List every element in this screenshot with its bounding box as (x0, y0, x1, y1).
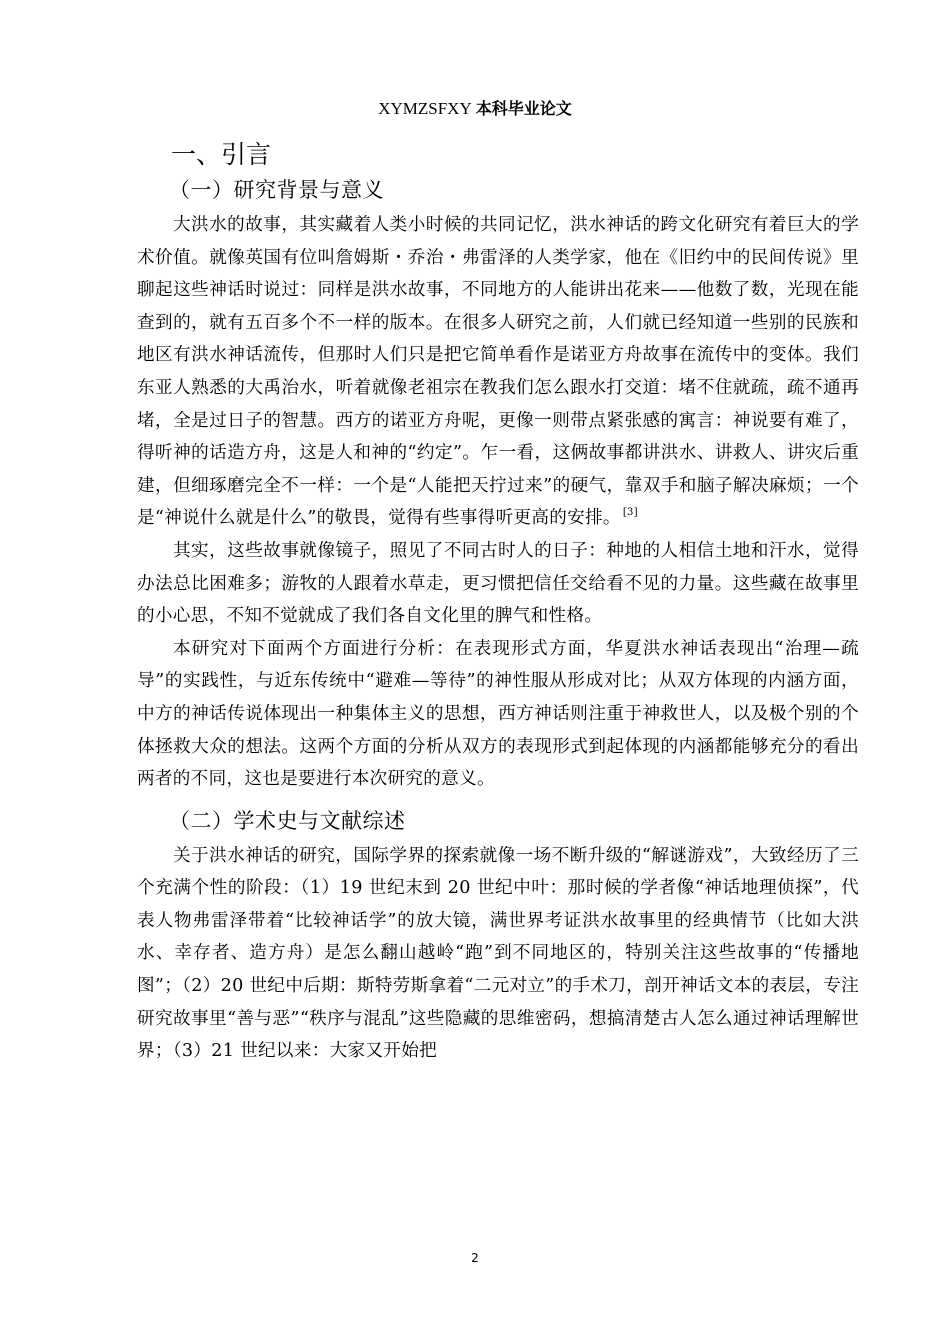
paragraph: 其实，这些故事就像镜子，照见了不同古时人的日子：种地的人相信土地和汗水，觉得办法总比困难多；游牧的人跟着水草走，更习惯把信任交给看不见的力量。这些藏在故事里的小心思，不知不觉就成了我们各自文化里的脾气和性格。 (137, 540, 859, 627)
paragraph-text: 大洪水的故事，其实藏着人类小时候的共同记忆，洪水神话的跨文化研究有着巨大的学术价值。就像英国有位叫詹姆斯・乔治・弗雷泽的人类学家，他在《旧约中的民间传说》里聊起这些神话时说过：同样是洪水故事，不同地方的人能讲出花来——他数了数，光现在能查到的，就有五百多个不一样的版本。在很多人研究之前，人们就已经知道一些别的民族和地区有洪水神话流传，但那时人们只是把它简单看作是诺亚方舟故事在流传中的变体。我们东亚人熟悉的大禹治水，听着就像老祖宗在教我们怎么跟水打交道：堵不住就疏，疏不通再堵，全是过日子的智慧。西方的诺亚方舟呢，更像一则带点紧张感的寓言：神说要有难了，得听神的话造方舟，这是人和神的“约定”。乍一看，这俩故事都讲洪水、讲救人、讲灾后重建，但细琢磨完全不一样：一个是“人能把天拧过来”的硬气，靠双手和脑子解决麻烦；一个是“神说什么就是什么”的敬畏，觉得有些事得听更高的安排。 (137, 215, 859, 529)
paragraph: 本研究对下面两个方面进行分析：在表现形式方面，华夏洪水神话表现出“治理—疏导”的实践性，与近东传统中“避难—等待”的神性服从形成对比；从双方体现的内涵方面，中方的神话传说体现出一种集体主义的思想，西方神话则注重于神救世人，以及极个别的个体拯救大众的想法。这两个方面的分析从双方的表现形式到起体现的内涵都能够充分的看出两者的不同，这也是要进行本次研究的意义。 (137, 638, 859, 790)
paragraph: 关于洪水神话的研究，国际学界的探索就像一场不断升级的“解谜游戏”，大致经历了三个充满个性的阶段：（1）19 世纪末到 20 世纪中叶：那时候的学者像“神话地理侦探”，代表人物弗雷泽带着“比较神话学”的放大镜，满世界考证洪水故事里的经典情节（比如大洪水、幸存者、造方舟）是怎么翻山越岭“跑”到不同地区的，特别关注这些故事的“传播地图”；（2）20 世纪中后期：斯特劳斯拿着“二元对立”的手术刀，剖开神话文本的表层，专注研究故事里“善与恶”“秩序与混乱”这些隐藏的思维密码，想搞清楚古人怎么通过神话理解世界；（3）21 世纪以来：大家又开始把 (137, 845, 859, 1062)
page-number: 2 (471, 1251, 479, 1265)
subsection-heading-literature-review: （二）学术史与文献综述 (169, 808, 406, 833)
header-latin: XYMZSFXY (378, 99, 472, 118)
header-title: 本科毕业论文 (475, 99, 572, 118)
page-body (137, 135, 859, 1068)
citation-ref[interactable]: [3] (622, 507, 638, 519)
section-heading: 一、引言 (171, 140, 272, 169)
running-header (0, 97, 950, 121)
subsection-heading-background: （一）研究背景与意义 (169, 178, 384, 202)
paragraph (137, 209, 859, 535)
